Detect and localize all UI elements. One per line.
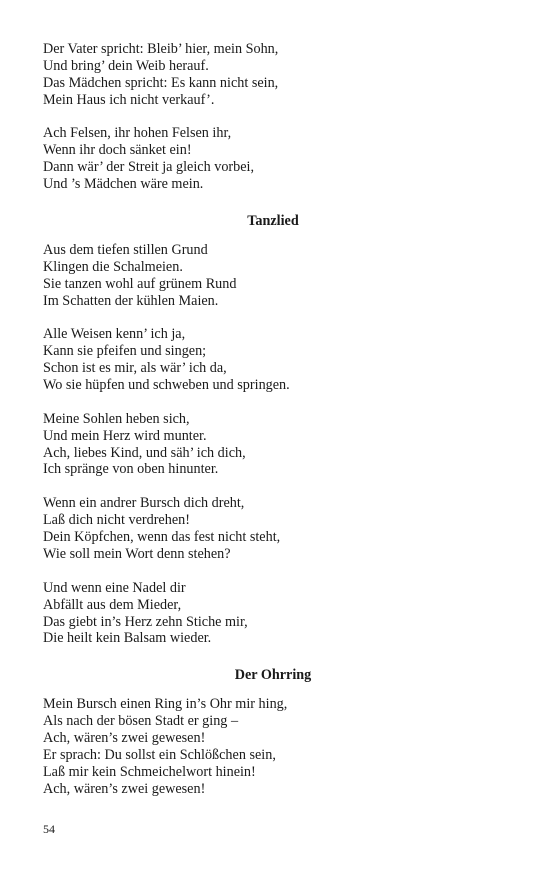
stanza — [43, 580, 503, 648]
verse-line: Als nach der bösen Stadt er ging – — [43, 713, 239, 730]
verse-line: Mein Haus ich nicht verkauf’. — [43, 91, 215, 108]
verse-line: Dein Köpfchen, wenn das fest nicht steht, — [43, 529, 281, 546]
verse-line: Wenn ihr doch sänket ein! — [43, 142, 192, 159]
verse-line: Wie soll mein Wort denn stehen? — [43, 545, 231, 562]
stanza — [43, 125, 503, 193]
verse-line: Und wenn eine Nadel dir — [43, 579, 186, 596]
verse-line: Laß mir kein Schmeichelwort hinein! — [43, 763, 256, 780]
verse-line: Mein Bursch einen Ring in’s Ohr mir hing, — [43, 696, 288, 713]
verse-line: Ach, wären’s zwei gewesen! — [43, 780, 206, 797]
verse-line: Ach Felsen, ihr hohen Felsen ihr, — [43, 125, 232, 142]
poem-section-der-ohrring — [43, 647, 503, 797]
verse-line: Alle Weisen kenn’ ich ja, — [43, 326, 186, 343]
stanza — [43, 696, 503, 797]
verse-line: Der Vater spricht: Bleib’ hier, mein Sohn, — [43, 41, 279, 57]
verse-line: Das giebt in’s Herz zehn Stiche mir, — [43, 613, 248, 630]
verse-line: Ach, liebes Kind, und säh’ ich dich, — [43, 444, 246, 461]
verse-line: Laß dich nicht verdrehen! — [43, 512, 190, 529]
stanza — [43, 495, 503, 563]
verse-line: Meine Sohlen heben sich, — [43, 410, 190, 427]
verse-line: Er sprach: Du sollst ein Schlößchen sein, — [43, 746, 276, 763]
verse-line: Schon ist es mir, als wär’ ich da, — [43, 360, 227, 377]
verse-line: Sie tanzen wohl auf grünem Rund — [43, 275, 237, 292]
verse-line: Das Mädchen spricht: Es kann nicht sein, — [43, 74, 279, 91]
verse-line: Aus dem tiefen stillen Grund — [43, 241, 208, 258]
verse-line: Ich spränge von oben hinunter. — [43, 461, 219, 478]
verse-line: Dann wär’ der Streit ja gleich vorbei, — [43, 159, 255, 176]
verse-line: Kann sie pfeifen und singen; — [43, 343, 207, 360]
verse-line: Und bring’ dein Weib herauf. — [43, 57, 209, 74]
stanza — [43, 41, 503, 109]
verse-line: Wo sie hüpfen und schweben und springen. — [43, 377, 290, 394]
poem-page — [43, 41, 503, 798]
poem-section-tanzlied — [43, 193, 503, 647]
page-number: 54 — [43, 822, 55, 836]
poem-title: Der Ohrring — [234, 667, 312, 684]
verse-line: Klingen die Schalmeien. — [43, 258, 183, 275]
poem-section-continuation — [43, 41, 503, 193]
verse-line: Abfällt aus dem Mieder, — [43, 596, 182, 613]
verse-line: Im Schatten der kühlen Maien. — [43, 292, 219, 309]
stanza — [43, 411, 503, 479]
stanza — [43, 326, 503, 394]
stanza — [43, 242, 503, 310]
verse-line: Und mein Herz wird munter. — [43, 427, 207, 444]
verse-line: Die heilt kein Balsam wieder. — [43, 630, 212, 647]
poem-title: Tanzlied — [247, 213, 299, 230]
verse-line: Ach, wären’s zwei gewesen! — [43, 729, 206, 746]
verse-line: Wenn ein andrer Bursch dich dreht, — [43, 495, 245, 512]
verse-line: Und ’s Mädchen wäre mein. — [43, 176, 204, 193]
